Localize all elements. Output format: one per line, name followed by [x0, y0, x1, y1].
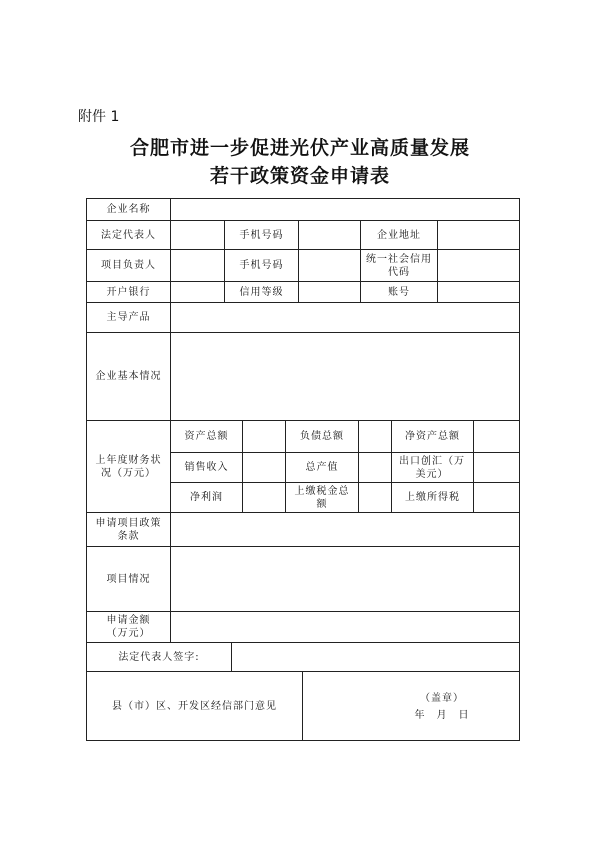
form-title-line2: 若干政策资金申请表 — [209, 165, 390, 187]
total-output-value[interactable] — [359, 453, 391, 482]
date-text: 年 月 日 — [414, 709, 470, 721]
project-lead-label: 项目负责人 — [101, 260, 156, 271]
bank-label: 开户银行 — [106, 286, 151, 298]
mobile-label-1: 手机号码 — [239, 229, 284, 241]
income-tax-label: 上缴所得税 — [405, 492, 460, 503]
amount-label: 申请金额（万元） — [106, 615, 151, 639]
net-assets-label: 净资产总额 — [405, 431, 460, 442]
main-product-value[interactable] — [171, 303, 519, 332]
total-output-label: 总产值 — [305, 462, 339, 473]
mobile-label-2: 手机号码 — [239, 260, 284, 271]
finance-label: 上年度财务状况（万元） — [95, 454, 162, 479]
total-assets-label: 资产总额 — [184, 431, 229, 442]
signature-label: 法定代表人签字: — [118, 651, 200, 663]
policy-clause-label: 申请项目政策条款 — [95, 517, 162, 542]
net-assets-value[interactable] — [474, 421, 519, 452]
account-label: 账号 — [388, 286, 410, 298]
policy-clause-value[interactable] — [171, 513, 519, 546]
dept-opinion-label: 县（市）区、开发区经信部门意见 — [112, 700, 277, 712]
seal-text: （盖章） — [420, 692, 464, 704]
amount-value[interactable] — [171, 612, 519, 642]
table-border-right — [519, 198, 520, 741]
project-info-label: 项目情况 — [106, 573, 151, 585]
sales-revenue-label: 销售收入 — [184, 462, 229, 473]
attachment-label: 附件 1 — [78, 109, 120, 125]
mobile-value-1[interactable] — [299, 221, 360, 249]
income-tax-value[interactable] — [474, 483, 519, 512]
credit-code-value[interactable] — [438, 250, 519, 281]
export-earnings-label: 出口创汇（万美元） — [399, 455, 465, 480]
net-profit-value[interactable] — [243, 483, 285, 512]
company-name-label: 企业名称 — [106, 204, 151, 215]
form-title-line1: 合肥市进一步促进光伏产业高质量发展 — [129, 137, 470, 159]
bank-value[interactable] — [171, 282, 224, 302]
table-border-bottom — [86, 740, 520, 741]
credit-rating-value[interactable] — [299, 282, 360, 302]
total-tax-label: 上缴税金总额 — [294, 485, 350, 510]
legal-rep-value[interactable] — [171, 221, 224, 249]
main-product-label: 主导产品 — [106, 312, 151, 323]
legal-rep-label: 法定代表人 — [101, 229, 156, 241]
credit-rating-label: 信用等级 — [239, 286, 284, 298]
net-profit-label: 净利润 — [190, 492, 223, 503]
company-address-label: 企业地址 — [377, 229, 421, 241]
company-address-value[interactable] — [438, 221, 519, 249]
export-earnings-value[interactable] — [474, 453, 519, 482]
mobile-value-2[interactable] — [299, 250, 360, 281]
signature-value[interactable] — [232, 643, 519, 671]
column-divider — [302, 671, 303, 741]
company-name-value[interactable] — [171, 199, 519, 220]
total-liabilities-label: 负债总额 — [300, 431, 344, 442]
basic-info-label: 企业基本情况 — [95, 371, 162, 382]
total-liabilities-value[interactable] — [359, 421, 391, 452]
total-assets-value[interactable] — [243, 421, 285, 452]
project-lead-value[interactable] — [171, 250, 224, 281]
project-info-value[interactable] — [171, 547, 519, 611]
account-value[interactable] — [438, 282, 519, 302]
sales-revenue-value[interactable] — [243, 453, 285, 482]
basic-info-value[interactable] — [171, 333, 519, 420]
total-tax-value[interactable] — [359, 483, 391, 512]
credit-code-label: 统一社会信用代码 — [366, 253, 432, 278]
